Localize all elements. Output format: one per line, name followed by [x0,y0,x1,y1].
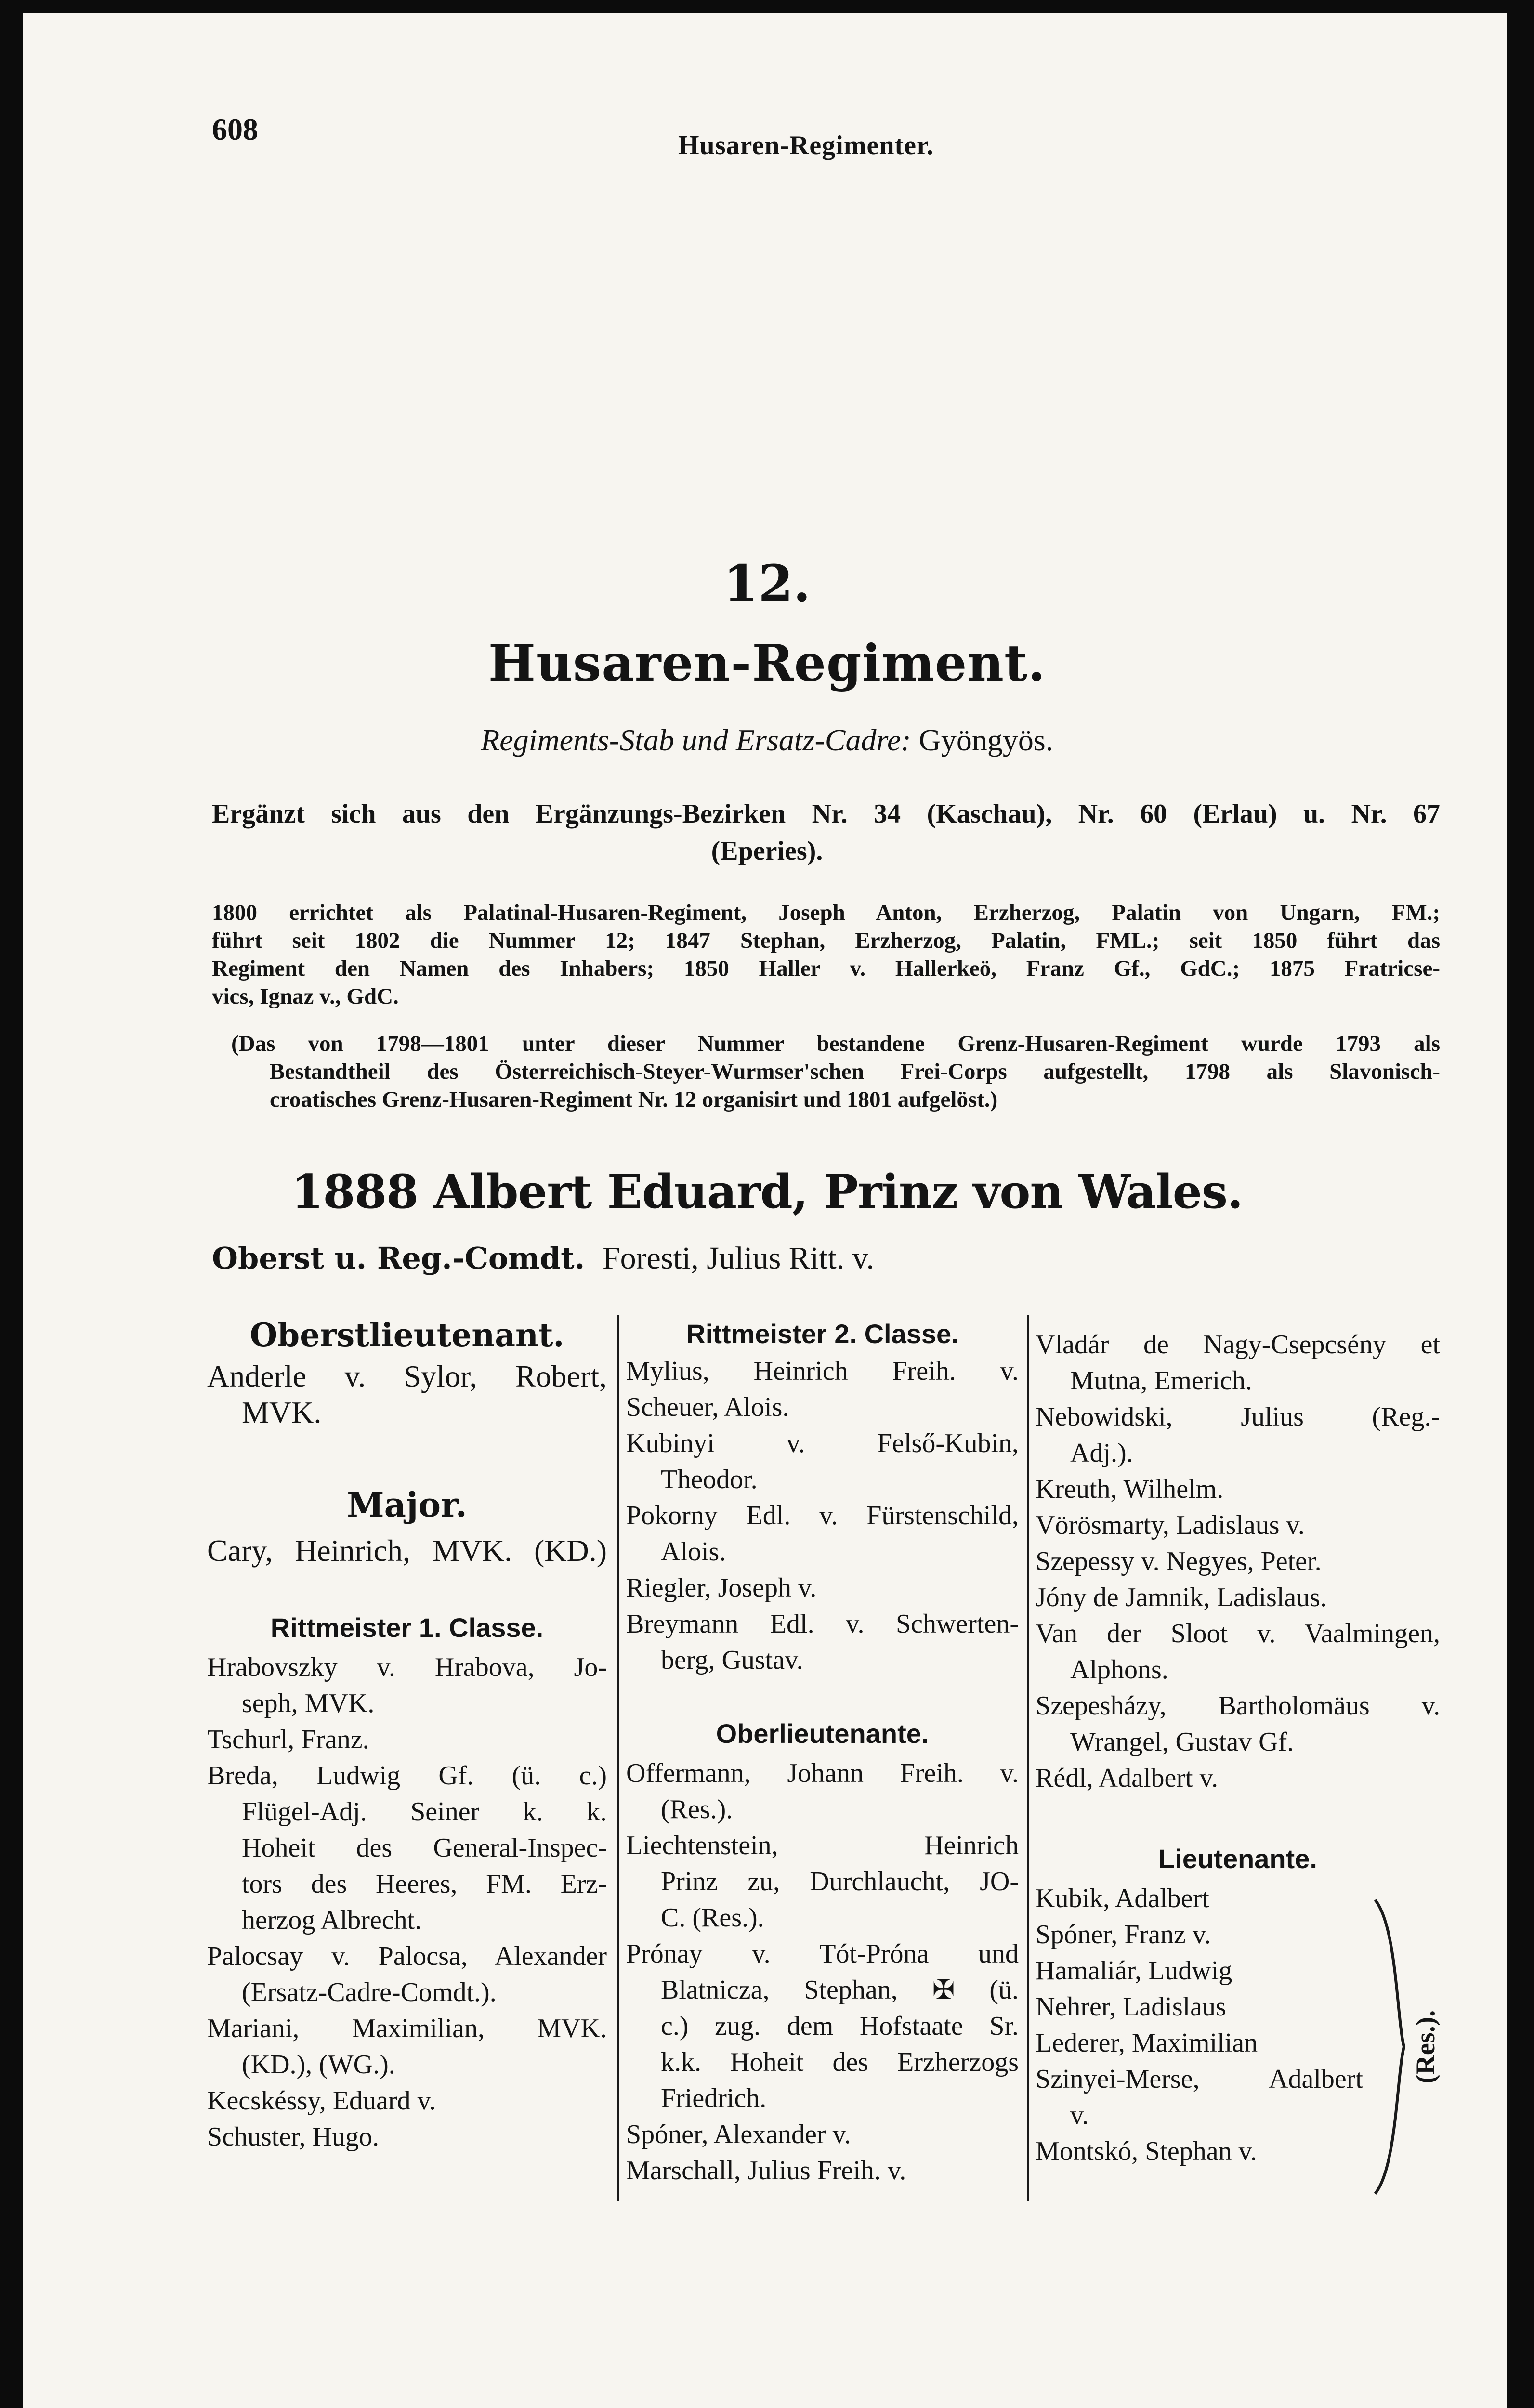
olc-line-5: Kreuth, Wilhelm. [1036,1474,1224,1504]
olc-line-10: Alphons. [1070,1655,1168,1685]
ol-line-12: Marschall, Julius Freih. v. [626,2156,906,2186]
ol-line-2: (Res.). [661,1794,733,1824]
colonel-name: Foresti, Julius Ritt. v. [602,1241,875,1276]
reserve-label: (Res.). [1411,2010,1441,2084]
heading-oberlieutenante: Oberlieutenante. [716,1718,929,1749]
note-line-1: (Das von 1798—1801 unter dieser Nummer bestandene Grenz-Husaren-Regiment wurde 1793 als [231,1031,1440,1056]
scan-border-top [0,0,1534,13]
olc-line-1: Vladár de Nagy-Csepcsény et [1036,1330,1440,1360]
olc-line-7: Szepessy v. Negyes, Peter. [1036,1546,1322,1576]
lt-line-7: v. [1070,2100,1089,2130]
r2-line-4: Theodor. [661,1465,758,1494]
ol-line-8: c.) zug. dem Hofstaate Sr. [661,2011,1019,2041]
r1-line-2: seph, MVK. [242,1688,375,1718]
ol-line-6: Prónay v. Tót-Próna und [626,1939,1019,1969]
r2-line-9: berg, Gustav. [661,1645,803,1675]
r2-line-8: Breymann Edl. v. Schwerten- [626,1609,1019,1639]
r2-line-1: Mylius, Heinrich Freih. v. [626,1356,1019,1386]
recruit-line-2: (Eperies). [711,836,823,866]
regiment-title: Husaren-Regiment. [488,633,1046,693]
entry-anderle-1: Anderle v. Sylor, Robert, [207,1359,607,1393]
r1-line-11: Mariani, Maximilian, MVK. [207,2014,607,2043]
staff-line [0,722,1534,758]
ol-line-3: Liechtenstein, Heinrich [626,1831,1019,1860]
reserve-bracket [1370,1898,1414,2196]
note-line-2: Bestandtheil des Österreichisch-Steyer-Wurmser'schen Frei-Corps aufgestellt, 1798 als Slavonisch- [270,1059,1440,1084]
page-number: 608 [212,112,258,146]
ol-line-11: Spóner, Alexander v. [626,2120,851,2149]
ol-line-4: Prinz zu, Durchlaucht, JO- [661,1867,1019,1897]
entry-cary: Cary, Heinrich, MVK. (KD.) [207,1533,607,1568]
olc-line-2: Mutna, Emerich. [1070,1366,1252,1396]
staff-place: Gyöngyös. [918,723,1053,757]
history-line-1: 1800 errichtet als Palatinal-Husaren-Regiment, Joseph Anton, Erzherzog, Palatin von Ungarn, FM.; [212,900,1440,925]
lt-line-2: Spóner, Franz v. [1036,1920,1211,1950]
lt-line-8: Montskó, Stephan v. [1036,2136,1257,2166]
column-divider-2 [1027,1315,1029,2201]
lt-line-4: Nehrer, Ladislaus [1036,1992,1226,2022]
r1-line-6: Hoheit des General-Inspec- [242,1833,607,1863]
lt-line-3: Hamaliár, Ludwig [1036,1956,1232,1986]
r2-line-3: Kubinyi v. Felső-Kubin, [626,1428,1019,1458]
heading-rittmeister-2: Rittmeister 2. Classe. [686,1319,959,1349]
lt-line-1: Kubik, Adalbert [1036,1884,1209,1913]
r1-line-4: Breda, Ludwig Gf. (ü. c.) [207,1761,607,1791]
owner-line: 1888 Albert Eduard, Prinz von Wales. [291,1165,1243,1219]
r2-line-7: Riegler, Joseph v. [626,1573,817,1603]
r1-line-1: Hrabovszky v. Hrabova, Jo- [207,1652,607,1682]
r1-line-13: Kecskéssy, Eduard v. [207,2086,436,2116]
colonel-label: Oberst u. Reg.-Comdt. [212,1241,585,1276]
column-1 [207,1312,607,2155]
olc-line-3: Nebowidski, Julius (Reg.- [1036,1402,1440,1432]
ol-line-7: Blatnicza, Stephan, ✠ (ü. [661,1975,1019,2005]
entry-anderle-2: MVK. [242,1395,322,1429]
r2-line-5: Pokorny Edl. v. Fürstenschild, [626,1501,1019,1531]
heading-lieutenante: Lieutenante. [1158,1844,1317,1874]
heading-oberstlieutenant: Oberstlieutenant. [249,1316,564,1354]
r1-line-12: (KD.), (WG.). [242,2050,395,2080]
olc-line-6: Vörösmarty, Ladislaus v. [1036,1510,1305,1540]
r2-line-6: Alois. [661,1537,726,1567]
r1-line-3: Tschurl, Franz. [207,1725,369,1754]
history-line-4: vics, Ignaz v., GdC. [212,984,399,1009]
r1-line-14: Schuster, Hugo. [207,2122,380,2152]
staff-label: Regiments-Stab und Ersatz-Cadre: [481,723,911,757]
olc-line-9: Van der Sloot v. Vaalmingen, [1036,1619,1440,1649]
lt-line-6: Szinyei-Merse, Adalbert [1036,2064,1363,2094]
ol-line-5: C. (Res.). [661,1903,764,1933]
colonel-line [212,1240,874,1277]
r1-line-5: Flügel-Adj. Seiner k. k. [242,1797,607,1827]
olc-line-11: Szepesházy, Bartholomäus v. [1036,1691,1440,1721]
r1-line-10: (Ersatz-Cadre-Comdt.). [242,1977,497,2007]
heading-rittmeister-1: Rittmeister 1. Classe. [270,1612,544,1643]
column-2 [626,1315,1019,2189]
column-divider-1 [617,1315,619,2201]
ol-line-10: Friedrich. [661,2083,767,2113]
r1-line-8: herzog Albrecht. [242,1905,422,1935]
note-line-3: croatisches Grenz-Husaren-Regiment Nr. 12 organisirt und 1801 aufgelöst.) [270,1087,998,1112]
recruit-line-1: Ergänzt sich aus den Ergänzungs-Bezirken Nr. 34 (Kaschau), Nr. 60 (Erlau) u. Nr. 67 [212,799,1440,829]
running-head: Husaren-Regimenter. [678,131,934,160]
ol-line-9: k.k. Hoheit des Erzherzogs [661,2047,1019,2077]
history-line-2: führt seit 1802 die Nummer 12; 1847 Stephan, Erzherzog, Palatin, FML.; seit 1850 führt das [212,928,1440,953]
lieutenant-list [1036,1881,1363,2170]
heading-major: Major. [347,1485,467,1525]
ol-line-1: Offermann, Johann Freih. v. [626,1758,1019,1788]
regiment-number: 12. [723,554,811,613]
olc-line-8: Jóny de Jamnik, Ladislaus. [1036,1583,1327,1612]
r2-line-2: Scheuer, Alois. [626,1392,789,1422]
r1-line-9: Palocsay v. Palocsa, Alexander [207,1941,607,1971]
olc-line-13: Rédl, Adalbert v. [1036,1763,1218,1793]
history-line-3: Regiment den Namen des Inhabers; 1850 Haller v. Hallerkeö, Franz Gf., GdC.; 1875 Fratricse- [212,956,1440,981]
olc-line-4: Adj.). [1070,1438,1133,1468]
olc-line-12: Wrangel, Gustav Gf. [1070,1727,1294,1757]
lt-line-5: Lederer, Maximilian [1036,2028,1258,2058]
r1-line-7: tors des Heeres, FM. Erz- [242,1869,607,1899]
